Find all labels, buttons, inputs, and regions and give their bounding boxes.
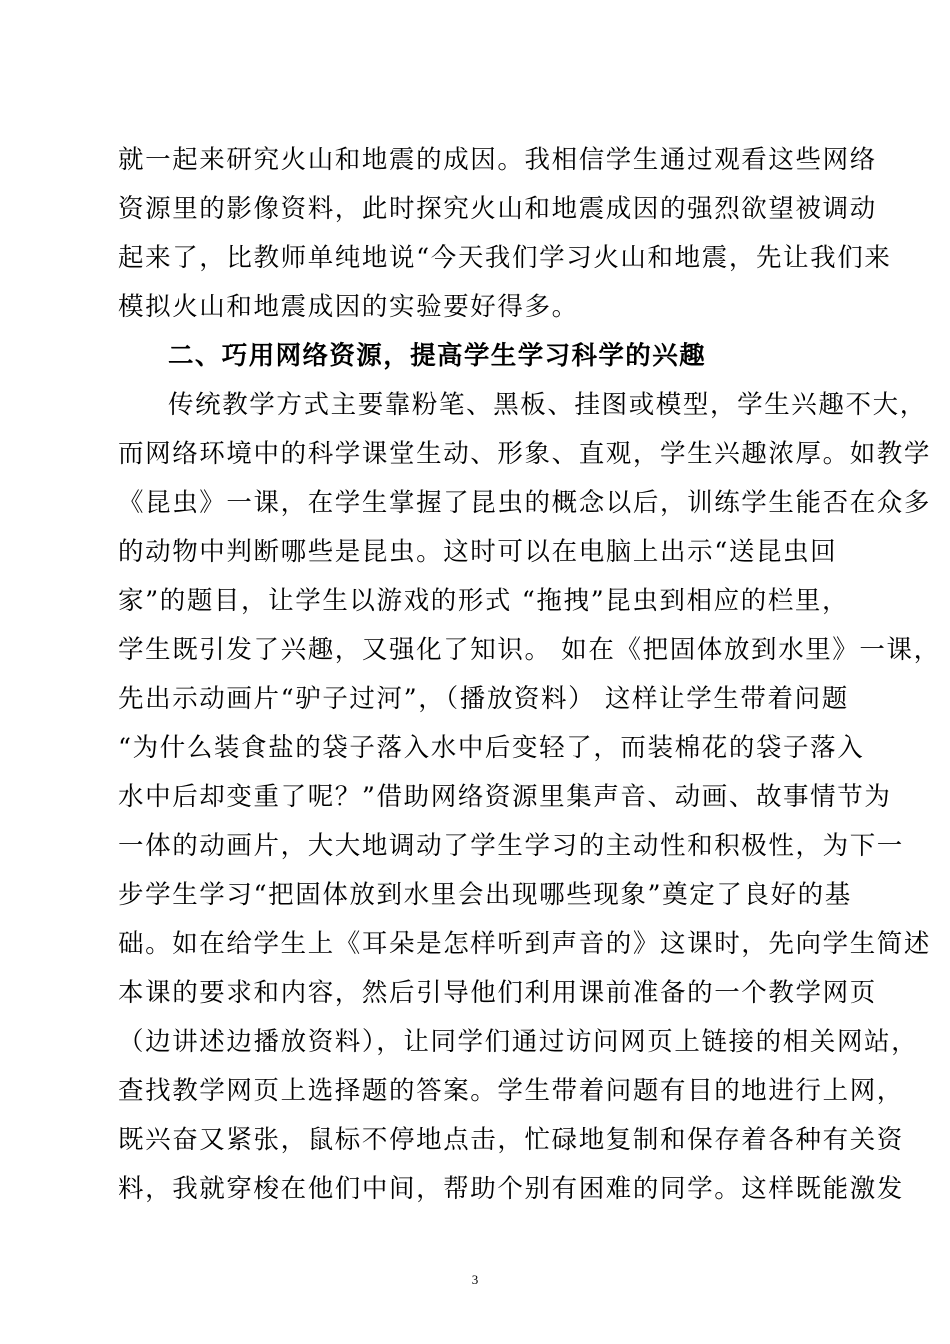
paragraph-line: 本课的要求和内容，然后引导他们利用课前准备的一个教学网页 xyxy=(118,978,877,1008)
paragraph-line: 模拟火山和地震成因的实验要好得多。 xyxy=(118,292,579,322)
paragraph-line: （边讲述边播放资料），让同学们通过访问网页上链接的相关网站， xyxy=(118,1027,919,1057)
paragraph-line: 学生既引发了兴趣，又强化了知识。 如在《把固体放到水里》一课， xyxy=(118,635,941,665)
paragraph-line: 既兴奋又紧张，鼠标不停地点击，忙碌地复制和保存着各种有关资 xyxy=(118,1125,904,1155)
paragraph-line: 水中后却变重了呢？”借助网络资源里集声音、动画、故事情节为 xyxy=(118,782,892,812)
paragraph-line: 起来了，比教师单纯地说“今天我们学习火山和地震，先让我们来 xyxy=(118,243,892,273)
paragraph-line: “为什么装食盐的袋子落入水中后变轻了，而装棉花的袋子落入 xyxy=(118,733,865,763)
section-heading: 二、巧用网络资源，提高学生学习科学的兴趣 xyxy=(168,341,707,371)
paragraph-line: 的动物中判断哪些是昆虫。这时可以在电脑上出示“送昆虫回 xyxy=(118,537,838,567)
paragraph-line: 传统教学方式主要靠粉笔、黑板、挂图或模型，学生兴趣不大， xyxy=(168,390,927,420)
paragraph-line: 先出示动画片“驴子过河”，（播放资料） 这样让学生带着问题 xyxy=(118,684,849,714)
paragraph-line: 料，我就穿梭在他们中间，帮助个别有困难的同学。这样既能激发 xyxy=(118,1174,904,1204)
paragraph-line: 就一起来研究火山和地震的成因。我相信学生通过观看这些网络 xyxy=(118,145,877,175)
page-number: 3 xyxy=(471,1272,479,1287)
paragraph-line: 一体的动画片，大大地调动了学生学习的主动性和积极性，为下一 xyxy=(118,831,904,861)
paragraph-line: 查找教学网页上选择题的答案。学生带着问题有目的地进行上网， xyxy=(118,1076,904,1106)
paragraph-line: 而网络环境中的科学课堂生动、形象、直观，学生兴趣浓厚。如教学 xyxy=(118,439,932,469)
paragraph-line: 《昆虫》一课，在学生掌握了昆虫的概念以后，训练学生能否在众多 xyxy=(118,488,932,518)
paragraph-line: 础。如在给学生上《耳朵是怎样听到声音的》这课时，先向学生简述 xyxy=(118,929,932,959)
paragraph-line: 资源里的影像资料，此时探究火山和地震成因的强烈欲望被调动 xyxy=(118,194,877,224)
paragraph-line: 步学生学习“把固体放到水里会出现哪些现象”奠定了良好的基 xyxy=(118,880,852,910)
paragraph-line: 家”的题目，让学生以游戏的形式 “拖拽”昆虫到相应的栏里， xyxy=(118,586,850,616)
